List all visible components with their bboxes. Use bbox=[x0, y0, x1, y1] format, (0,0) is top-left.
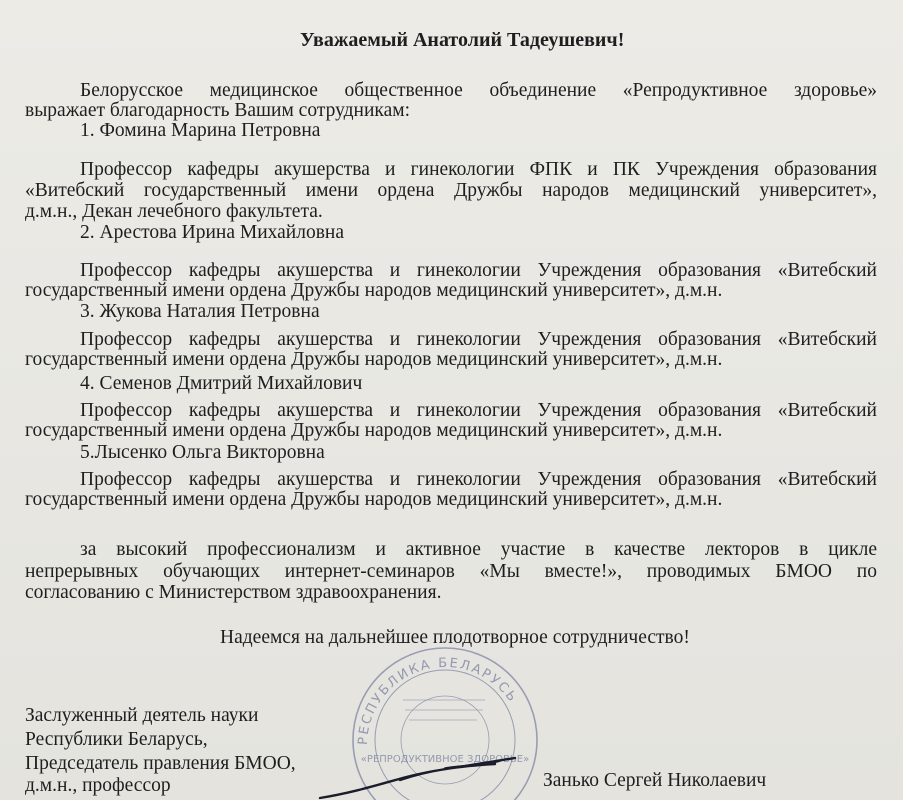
signature bbox=[310, 740, 550, 800]
person-2-name: 2. Арестова Ирина Михайловна bbox=[80, 222, 344, 243]
person-1-line-1: Профессор кафедры акушерства и гинекологии ФПК и ПК Учреждения образования bbox=[80, 159, 877, 180]
person-5-name: 5.Лысенко Ольга Викторовна bbox=[80, 442, 325, 463]
signatory-title-1: Заслуженный деятель науки bbox=[25, 705, 259, 726]
wish-line: Надеемся на дальнейшее плодотворное сотрудничество! bbox=[220, 627, 690, 648]
signatory-title-3: Председатель правления БМОО, bbox=[25, 753, 296, 774]
person-5-line-1: Профессор кафедры акушерства и гинекологии Учреждения образования «Витебский bbox=[80, 469, 877, 490]
closing-line-3: согласованию с Министерством здравоохранения. bbox=[25, 582, 442, 603]
person-2-line-1: Профессор кафедры акушерства и гинекологии Учреждения образования «Витебский bbox=[80, 260, 877, 281]
person-3-line-2: государственный имени ордена Дружбы народов медицинский университет», д.м.н. bbox=[25, 349, 723, 370]
person-3-line-1: Профессор кафедры акушерства и гинекологии Учреждения образования «Витебский bbox=[80, 329, 877, 350]
signatory-title-4: д.м.н., профессор bbox=[25, 775, 171, 796]
person-1-line-2: «Витебский государственный имени ордена Дружбы народов медицинский университет», bbox=[25, 180, 877, 201]
person-5-line-2: государственный имени ордена Дружбы народов медицинский университет», д.м.н. bbox=[25, 489, 723, 510]
person-3-name: 3. Жукова Наталия Петровна bbox=[80, 301, 320, 322]
intro-line-1: Белорусское медицинское общественное объединение «Репродуктивное здоровье» bbox=[80, 80, 877, 101]
salutation: Уважаемый Анатолий Тадеушевич! bbox=[300, 29, 625, 51]
person-4-name: 4. Семенов Дмитрий Михайлович bbox=[80, 373, 363, 394]
closing-line-1: за высокий профессионализм и активное участие в качестве лекторов в цикле bbox=[80, 539, 877, 560]
person-4-line-2: государственный имени ордена Дружбы народов медицинский университет», д.м.н. bbox=[25, 420, 723, 441]
person-4-line-1: Профессор кафедры акушерства и гинекологии Учреждения образования «Витебский bbox=[80, 400, 877, 421]
svg-text:РЕСПУБЛИКА БЕЛАРУСЬ bbox=[356, 656, 520, 745]
person-1-line-3: д.м.н., Декан лечебного факультета. bbox=[25, 201, 323, 222]
signatory-title-2: Республики Беларусь, bbox=[25, 729, 208, 750]
seal-outer-text: РЕСПУБЛИКА БЕЛАРУСЬ bbox=[355, 655, 521, 746]
intro-line-2: выражает благодарность Вашим сотрудникам: bbox=[25, 100, 410, 121]
person-2-line-2: государственный имени ордена Дружбы народов медицинский университет», д.м.н. bbox=[25, 280, 723, 301]
signatory-name: Занько Сергей Николаевич bbox=[543, 770, 767, 791]
seal-inner-text: «РЕПРОДУКТИВНОЕ ЗДОРОВЬЕ» bbox=[360, 754, 530, 765]
person-1-name: 1. Фомина Марина Петровна bbox=[80, 120, 321, 141]
closing-line-2: непрерывных обучающих интернет-семинаров «Мы вместе!», проводимых БМОО по bbox=[25, 561, 877, 582]
